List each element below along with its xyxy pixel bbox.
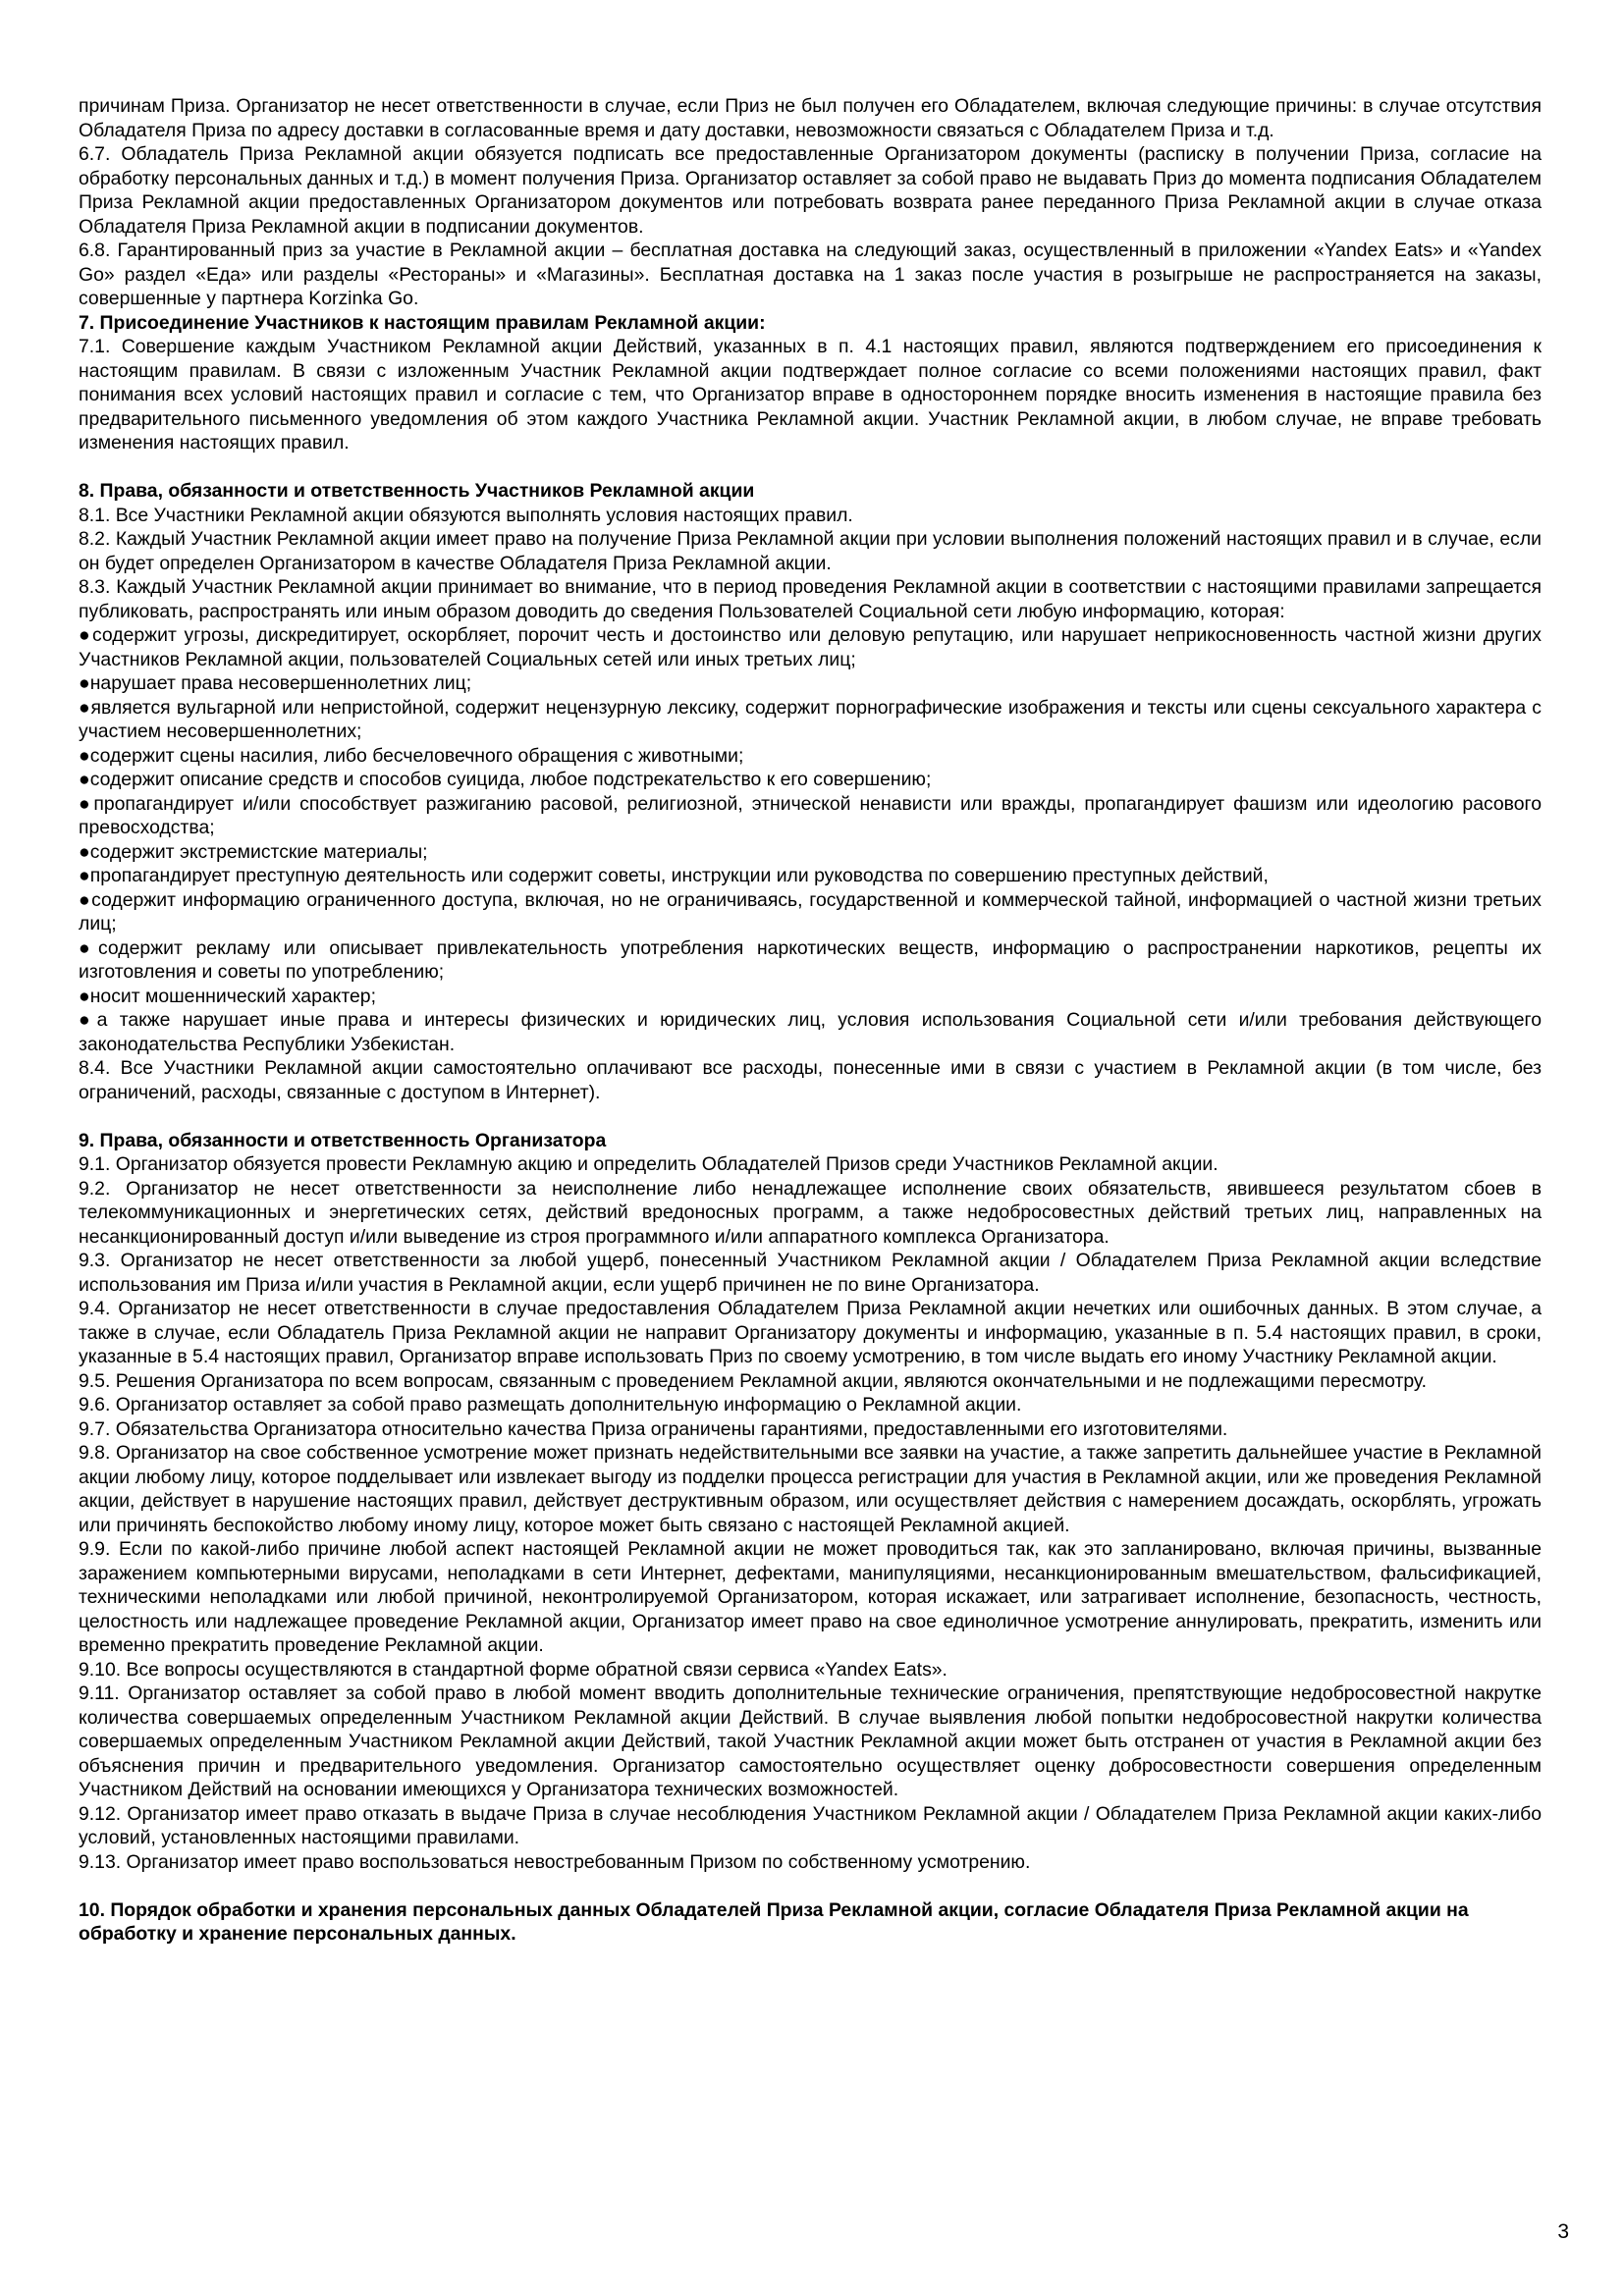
bullet-text: является вульгарной или непристойной, содержит нецензурную лексику, содержит порнографические изображения и тексты или сцены сексуального характера с участием несовершеннолетних; <box>79 696 1542 742</box>
bullet-icon: ● <box>79 936 98 959</box>
paragraph-9-3: 9.3. Организатор не несет ответственности за любой ущерб, понесенный Участником Рекламной акции / Обладателем Приза Рекламной акции вследствие использования им Приза и/или участия в Рекламной акции, если ущерб причинен не по вине Организатора. <box>79 1250 1542 1296</box>
bullet-icon: ● <box>79 672 90 694</box>
bullet-item <box>79 696 1542 744</box>
bullet-icon: ● <box>79 888 92 911</box>
bullet-icon: ● <box>79 1009 97 1031</box>
paragraph-9-4: 9.4. Организатор не несет ответственности в случае предоставления Обладателем Приза Рекламной акции нечетких или ошибочных данных. В этом случае, а также в случае, если Обладатель Приза Рекламной акции не направит Организатору документы и информацию, указанные в п. 5.4 настоящих правил, в сроки, указанные в 5.4 настоящих правил, Организатор вправе использовать Приз по своему усмотрению, в том числе выдать его иному Участнику Рекламной акции. <box>79 1298 1542 1367</box>
paragraph-8-3: 8.3. Каждый Участник Рекламной акции принимает во внимание, что в период проведения Рекламной акции в соответствии с настоящими правилами запрещается публиковать, распространять или иным образом доводить до сведения Пользователей Социальной сети любую информацию, которая: <box>79 576 1542 622</box>
bullet-text: содержит информацию ограниченного доступа, включая, но не ограничиваясь, государственной и коммерческой тайной, информацией о частной жизни третьих лиц; <box>79 888 1542 934</box>
bullet-item <box>79 768 1542 792</box>
bullet-item <box>79 864 1542 888</box>
bullet-text: пропагандирует и/или способствует разжиганию расовой, религиозной, этнической ненависти или вражды, пропагандирует фашизм или идеологию расового превосходства; <box>79 792 1542 838</box>
bullet-icon: ● <box>79 792 94 815</box>
bullet-icon: ● <box>79 624 93 646</box>
section-9-heading: 9. Права, обязанности и ответственность Организатора <box>79 1129 607 1151</box>
paragraph-9-11: 9.11. Организатор оставляет за собой право в любой момент вводить дополнительные технические ограничения, препятствующие недобросовестной накрутке количества совершаемых определенным Участником Рекламной акции Действий. В случае выявления любой попытки недобросовестной накрутки количества совершаемых определенным Участником Рекламной акции Действий, такой Участник Рекламной акции может быть отстранен от участия в Рекламной акции без объяснения причин и предварительного уведомления. Организатор самостоятельно осуществляет оценку добросовестности совершения определенным Участником Действий на основании имеющихся у Организатора технических возможностей. <box>79 1682 1542 1800</box>
section-7-heading: 7. Присоединение Участников к настоящим правилам Рекламной акции: <box>79 311 766 334</box>
paragraph-9-7: 9.7. Обязательства Организатора относительно качества Приза ограничены гарантиями, предоставленными его изготовителями. <box>79 1417 1228 1440</box>
paragraph-7-1: 7.1. Совершение каждым Участником Рекламной акции Действий, указанных в п. 4.1 настоящих правил, являются подтверждением его присоединения к настоящим правилам. В связи с изложенным Участник Рекламной акции подтверждает полное согласие со всеми положениями настоящих правил, факт понимания всех условий настоящих правил и согласие с тем, что Организатор вправе в одностороннем порядке вносить изменения в настоящие правила без предварительного письменного уведомления об этом каждого Участника Рекламной акции. Участник Рекламной акции, в любом случае, не вправе требовать изменения настоящих правил. <box>79 336 1542 454</box>
bullet-list <box>79 623 1542 1056</box>
bullet-item <box>79 840 1542 865</box>
paragraph-8-2: 8.2. Каждый Участник Рекламной акции имеет право на получение Приза Рекламной акции при условии выполнения положений настоящих правил и в случае, если он будет определен Организатором в качестве Обладателя Приза Рекламной акции. <box>79 528 1542 574</box>
bullet-text: содержит рекламу или описывает привлекательность употребления наркотических веществ, информацию о распространении наркотиков, рецепты их изготовления и советы по употреблению; <box>79 936 1542 983</box>
section-10-heading: 10. Порядок обработки и хранения персональных данных Обладателей Приза Рекламной акции, согласие Обладателя Приза Рекламной акции на обработку и хранение персональных данных. <box>79 1898 1469 1945</box>
bullet-item <box>79 623 1542 671</box>
bullet-icon: ● <box>79 744 90 767</box>
bullet-text: содержит сцены насилия, либо бесчеловечного обращения с животными; <box>89 744 744 767</box>
bullet-text: содержит описание средств и способов суицида, любое подстрекательство к его совершению; <box>89 769 932 790</box>
bullet-icon: ● <box>79 865 90 886</box>
paragraph-9-1: 9.1. Организатор обязуется провести Рекламную акцию и определить Обладателей Призов среди Участников Рекламной акции. <box>79 1153 1218 1175</box>
paragraph-6-7: 6.7. Обладатель Приза Рекламной акции обязуется подписать все предоставленные Организатором документы (расписку в получении Приза, согласие на обработку персональных данных и т.д.) в момент получения Приза. Организатор оставляет за собой право не выдавать Приз до момента подписания Обладателем Приза Рекламной акции предоставленных Организатором документов или потребовать возврата ранее переданного Приза Рекламной акции в случае отказа Обладателя Приза Рекламной акции в подписании документов. <box>79 143 1542 238</box>
page-number: 3 <box>1557 2220 1569 2243</box>
bullet-icon: ● <box>79 985 90 1007</box>
bullet-item <box>79 936 1542 985</box>
bullet-text: пропагандирует преступную деятельность или содержит советы, инструкции или руководства по совершению преступных действий, <box>89 865 1269 886</box>
bullet-icon: ● <box>79 769 90 790</box>
bullet-item <box>79 888 1542 936</box>
paragraph-9-9: 9.9. Если по какой-либо причине любой аспект настоящей Рекламной акции не может проводиться так, как это запланировано, включая причины, вызванные заражением компьютерными вирусами, неполадками в сети Интернет, дефектами, манипуляциями, несанкционированным вмешательством, фальсификацией, техническими неполадками или любой причиной, неконтролируемой Организатором, которая искажает, или затрагивает исполнение, безопасность, честность, целостность или надлежащее проведение Рекламной акции, Организатор имеет право на свое единоличное усмотрение аннулировать, прекратить, изменить или временно прекратить проведение Рекламной акции. <box>79 1538 1542 1656</box>
bullet-item <box>79 1008 1542 1056</box>
bullet-item <box>79 744 1542 769</box>
paragraph-9-5: 9.5. Решения Организатора по всем вопросам, связанным с проведением Рекламной акции, являются окончательными и не подлежащими пересмотру. <box>79 1369 1428 1392</box>
bullet-text: носит мошеннический характер; <box>89 985 376 1007</box>
paragraph-8-1: 8.1. Все Участники Рекламной акции обязуются выполнять условия настоящих правил. <box>79 504 853 526</box>
paragraph-9-8: 9.8. Организатор на свое собственное усмотрение может признать недействительными все заявки на участие, а также запретить дальнейшее участие в Рекламной акции любому лицу, которое подделывает или извлекает выгоду из подделки процесса регистрации для участия в Рекламной акции, или же проведения Рекламной акции, действует в нарушение настоящих правил, действует деструктивным образом, или осуществляет действия с намерением досаждать, оскорблять, угрожать или причинять беспокойство любому иному лицу, которое может быть связано с настоящей Рекламной акцией. <box>79 1442 1542 1536</box>
paragraph-6-8: 6.8. Гарантированный приз за участие в Рекламной акции – бесплатная доставка на следующий заказ, осуществленный в приложении «Yandex Eats» и «Yandex Go» раздел «Еда» или разделы «Рестораны» и «Магазины». Бесплатная доставка на 1 заказ после участия в розыгрыше не распространяется на заказы, совершенные у партнера Korzinka Go. <box>79 240 1542 309</box>
bullet-text: содержит угрозы, дискредитирует, оскорбляет, порочит честь и достоинство или деловую репутацию, или нарушает неприкосновенность частной жизни других Участников Рекламной акции, пользователей Социальных сетей или иных третьих лиц; <box>79 624 1542 670</box>
bullet-icon: ● <box>79 840 90 863</box>
paragraph-9-2: 9.2. Организатор не несет ответственности за неисполнение либо ненадлежащее исполнение своих обязательств, явившееся результатом сбоев в телекоммуникационных и энергетических сетях, действий вредоносных программ, а также недобросовестных действий третьих лиц, направленных на несанкционированный доступ и/или выведение из строя программного и/или аппаратного комплекса Организатора. <box>79 1177 1542 1248</box>
paragraph-9-13: 9.13. Организатор имеет право воспользоваться невостребованным Призом по собственному усмотрению. <box>79 1850 1031 1873</box>
bullet-text: содержит экстремистские материалы; <box>89 840 428 863</box>
bullet-text: а также нарушает иные права и интересы физических и юридических лиц, условия использования Социальной сети и/или требования действующего законодательства Республики Узбекистан. <box>79 1009 1542 1055</box>
bullet-item <box>79 792 1542 840</box>
paragraph-9-10: 9.10. Все вопросы осуществляются в стандартной форме обратной связи сервиса «Yandex Eats». <box>79 1658 947 1681</box>
paragraph-8-4: 8.4. Все Участники Рекламной акции самостоятельно оплачивают все расходы, понесенные ими в связи с участием в Рекламной акции (в том числе, без ограничений, расходы, связанные с доступом в Интернет). <box>79 1057 1542 1103</box>
bullet-item <box>79 671 1542 696</box>
paragraph-9-12: 9.12. Организатор имеет право отказать в выдаче Приза в случае несоблюдения Участником Рекламной акции / Обладателем Приза Рекламной акции каких-либо условий, установленных настоящими правилами. <box>79 1802 1542 1848</box>
bullet-text: нарушает права несовершеннолетних лиц; <box>89 672 472 694</box>
paragraph-9-6: 9.6. Организатор оставляет за собой право размещать дополнительную информацию о Рекламной акции. <box>79 1394 1022 1415</box>
bullet-icon: ● <box>79 696 91 719</box>
document-page <box>79 94 1542 1947</box>
paragraph: причинам Приза. Организатор не несет ответственности в случае, если Приз не был получен его Обладателем, включая следующие причины: в случае отсутствия Обладателя Приза по адресу доставки в согласованные время и дату доставки, невозможности связаться с Обладателем Приза и т.д. <box>79 95 1542 141</box>
section-8-heading: 8. Права, обязанности и ответственность Участников Рекламной акции <box>79 480 755 502</box>
bullet-item <box>79 985 1542 1009</box>
